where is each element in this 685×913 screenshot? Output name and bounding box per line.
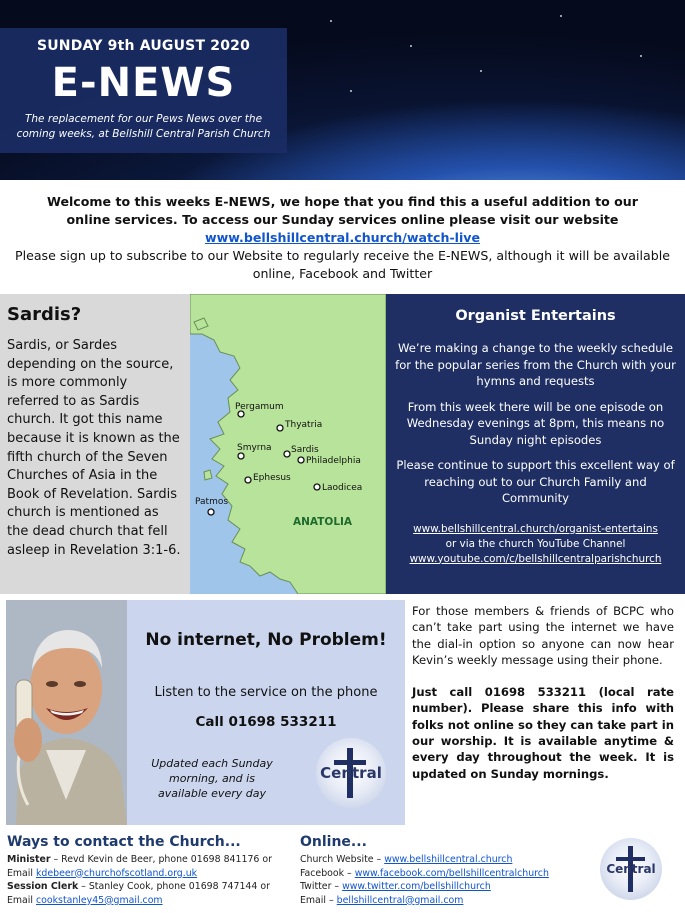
- website-label: Church Website –: [300, 854, 385, 865]
- smyrna-marker: [238, 453, 244, 459]
- place-label-thyatria: Thyatria: [285, 420, 323, 430]
- place-label-smyrna: Smyrna: [237, 443, 272, 453]
- star: [480, 70, 482, 72]
- phone-service-box: [6, 600, 405, 825]
- minister-text: – Revd Kevin de Beer, phone 01698 841176 or: [50, 854, 272, 865]
- man-on-phone-illustration: [6, 600, 127, 825]
- organist-paragraph-2: From this week there will be one episode on Wednesday evenings at 8pm, this means no Sunday night episodes: [406, 399, 665, 447]
- clerk-label: Session Clerk: [7, 881, 79, 893]
- contact-heading: Ways to contact the Church...: [7, 834, 241, 850]
- man-on-phone-photo: [6, 600, 127, 825]
- sardis-body: Sardis, or Sardes depending on the source, is more commonly referred to as Sardis church. It got this name because it is known as the fifth church of the Seven Churches of Asia in the Book of Revelation. Sardis church is mentioned as the dead church that fell asleep in Revelation 3:1-6.: [7, 338, 181, 558]
- place-label-pergamum: Pergamum: [235, 402, 284, 412]
- members-info: [412, 603, 674, 782]
- members-paragraph: For those members & friends of BCPC who can’t take part using the internet we have the dial-in option so anyone can now hear Kevin’s weekly message using their phone.: [412, 604, 674, 667]
- website-line: [300, 853, 580, 867]
- star: [330, 20, 332, 22]
- laodicea-marker: [314, 484, 320, 490]
- organist-title: Organist Entertains: [455, 308, 616, 324]
- header-title-box: [0, 28, 287, 153]
- organist-links: [394, 522, 677, 567]
- issue-date: SUNDAY 9th AUGUST 2020: [36, 38, 251, 54]
- subscribe-text: Please sign up to subscribe to our Website to regularly receive the E-NEWS, although it will be available online, Facebook and Twitter: [15, 248, 670, 281]
- place-label-philadelphia: Philadelphia: [306, 456, 361, 466]
- listen-text: Listen to the service on the phone: [154, 685, 378, 700]
- clerk-email-line: [7, 894, 297, 908]
- email-label: Email –: [300, 894, 337, 906]
- map-graphic: [190, 294, 386, 594]
- sardis-title: Sardis?: [7, 304, 82, 325]
- patmos-marker: [208, 509, 214, 515]
- facebook-line: [300, 867, 580, 881]
- central-logo: [316, 738, 386, 808]
- place-label-ephesus: Ephesus: [253, 473, 291, 483]
- header-banner: [0, 0, 685, 180]
- place-label-patmos: Patmos: [195, 497, 229, 507]
- youtube-channel-link[interactable]: www.youtube.com/c/bellshillcentralparishchurch: [409, 552, 662, 565]
- minister-email-link[interactable]: kdebeer@churchofscotland.org.uk: [36, 867, 198, 879]
- clerk-line: [7, 880, 297, 894]
- organist-paragraph-3: Please continue to support this excellent way of reaching out to our Church Family and Community: [396, 458, 675, 505]
- thyatria-marker: [277, 425, 283, 431]
- minister-line: [7, 853, 297, 867]
- place-label-sardis: Sardis: [291, 445, 319, 455]
- ephesus-marker: [245, 477, 251, 483]
- twitter-label: Twitter –: [300, 881, 343, 893]
- star: [640, 55, 642, 57]
- organist-entertains-link[interactable]: www.bellshillcentral.church/organist-entertains: [413, 522, 658, 535]
- map-landmass: [190, 294, 386, 594]
- map-island: [204, 470, 212, 480]
- clerk-email-link[interactable]: cookstanley45@gmail.com: [36, 894, 163, 906]
- star: [410, 45, 412, 47]
- newsletter-subtitle: The replacement for our Pews News over the coming weeks, at Bellshill Central Parish Church: [16, 113, 271, 140]
- email-line: [300, 894, 580, 908]
- seven-churches-map: [190, 294, 386, 594]
- sardis-marker: [284, 451, 290, 457]
- call-number: Call 01698 533211: [195, 714, 337, 730]
- star: [560, 15, 562, 17]
- newsletter-title: E-NEWS: [51, 60, 236, 106]
- email-label: Email: [7, 867, 36, 879]
- logo-text: Central: [606, 862, 656, 876]
- welcome-text: Welcome to this weeks E-NEWS, we hope that you find this a useful addition to our online services. To access our Sunday services online please visit our website: [47, 194, 638, 227]
- region-label-anatolia: ANATOLIA: [293, 516, 353, 528]
- church-email-link[interactable]: bellshillcentral@gmail.com: [336, 894, 464, 906]
- central-logo-footer: [600, 838, 662, 900]
- minister-label: Minister: [7, 854, 51, 865]
- updated-note: Updated each Sunday morning, and is available every day: [151, 757, 273, 800]
- organist-panel: [386, 294, 685, 594]
- website-link[interactable]: www.bellshillcentral.church: [384, 854, 513, 865]
- no-internet-title: No internet, No Problem!: [145, 630, 387, 650]
- online-details: [300, 853, 580, 907]
- logo-text: Central: [320, 764, 382, 782]
- facebook-label: Facebook –: [300, 867, 355, 879]
- contact-details: [7, 853, 297, 907]
- philadelphia-marker: [298, 457, 304, 463]
- welcome-section: [0, 193, 685, 283]
- clerk-text: – Stanley Cook, phone 01698 747144 or: [78, 881, 270, 893]
- youtube-note: or via the church YouTube Channel: [445, 537, 626, 550]
- email-label: Email: [7, 894, 36, 906]
- minister-email-line: [7, 867, 297, 881]
- online-heading: Online...: [300, 834, 367, 850]
- watch-live-link[interactable]: www.bellshillcentral.church/watch-live: [204, 230, 481, 245]
- twitter-line: [300, 880, 580, 894]
- place-label-laodicea: Laodicea: [322, 483, 363, 493]
- call-instructions: Just call 01698 533211 (local rate number). Please share this info with folks not online so they can take part in our worship. It is available anytime & every day throughout the week. It is updated on Sunday mornings.: [412, 685, 674, 781]
- organist-paragraph-1: We’re making a change to the weekly schedule for the popular series from the Church with your hymns and requests: [395, 341, 676, 388]
- star: [350, 90, 352, 92]
- sardis-panel: [0, 294, 190, 594]
- twitter-link[interactable]: www.twitter.com/bellshillchurch: [342, 881, 491, 893]
- facebook-link[interactable]: www.facebook.com/bellshillcentralchurch: [354, 867, 549, 879]
